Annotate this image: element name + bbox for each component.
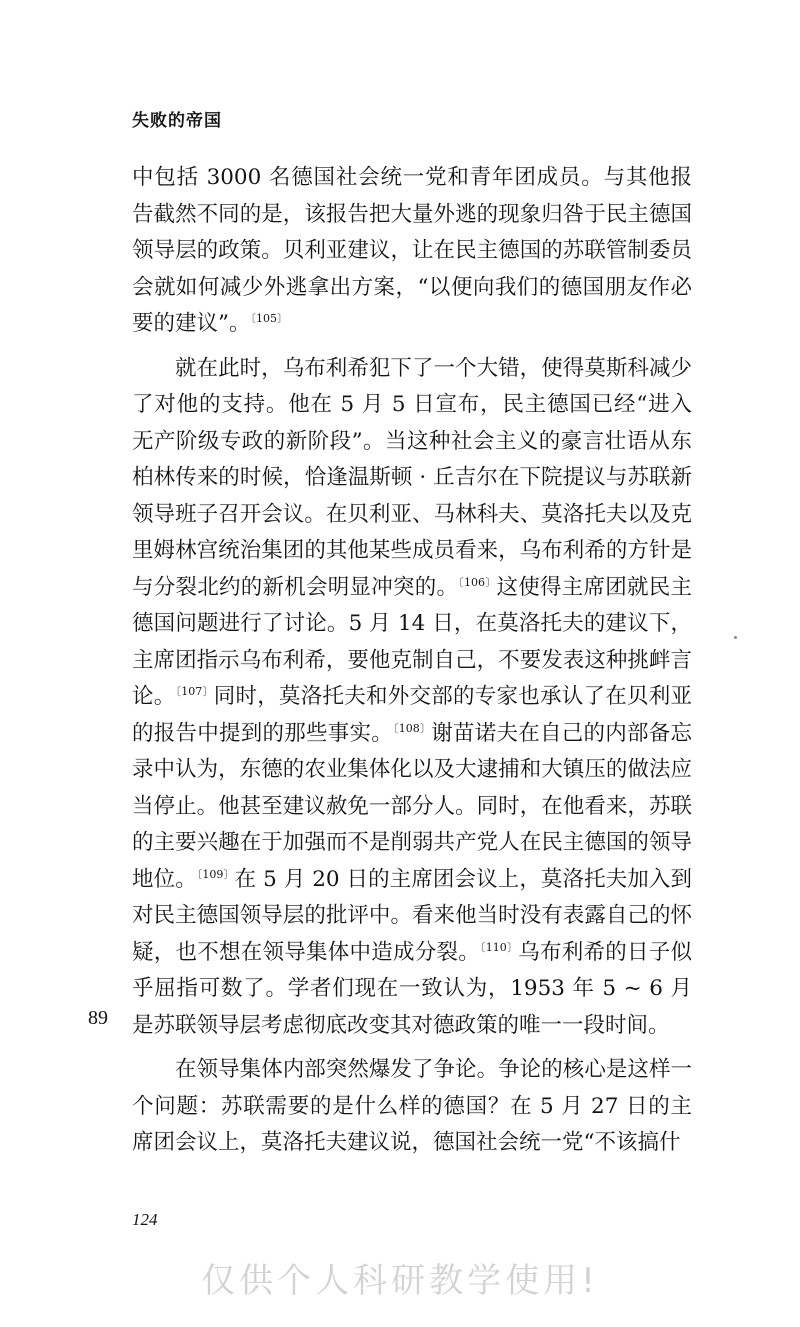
- footnote-ref: 〔107〕: [175, 684, 214, 698]
- footnote-ref: 〔109〕: [196, 867, 235, 881]
- text-run: 同时，莫洛托夫和外交部的专家也承认了在贝利亚的报告中提到的那些事实。: [132, 684, 692, 746]
- running-title: 失败的帝国: [132, 111, 222, 131]
- page-number: 124: [132, 1210, 158, 1229]
- margin-page-number: 89: [88, 1007, 108, 1029]
- scan-speck: [734, 636, 737, 639]
- paragraph-1: [132, 160, 692, 343]
- text-run: 在 5 月 20 日的主席团会议上，莫洛托夫加入到对民主德国领导层的批评中。看来他当时没有表露自己的怀疑，也不想在领导集体中造成分裂。: [132, 866, 692, 965]
- footnote-ref: 〔105〕: [250, 311, 288, 325]
- paragraph-2: [132, 351, 692, 1045]
- body-text: [132, 160, 692, 1170]
- footnote-ref: 〔106〕: [458, 575, 497, 589]
- text-run: 乌布利希的日子似乎屈指可数了。学者们现在一致认为，1953 年 5 ~ 6 月是苏联领导层考虑彻底改变其对德政策的唯一一段时间。: [132, 939, 692, 1038]
- text-run: 这使得主席团就民主德国问题进行了讨论。5 月 14 日，在莫洛托夫的建议下，主席团指示乌布利希，要他克制自己，不要发表这种挑衅言论。: [132, 574, 692, 709]
- footnote-ref: 〔108〕: [393, 721, 432, 735]
- paragraph-3: [132, 1052, 692, 1162]
- text-run: 就在此时，乌布利希犯下了一个大错，使得莫斯科减少了对他的支持。他在 5 月 5 日宣布，民主德国已经“进入无产阶级专政的新阶段”。当这种社会主义的豪言壮语从东柏林传来的时候，恰逢温斯顿 · 丘吉尔在下院提议与苏联新领导班子召开会议。在贝利亚、马林科夫、莫洛托夫以及克里姆林宫统治集团的其他某些成员看来，乌布利希的方针是与分裂北约的新机会明显冲突的。: [132, 355, 692, 600]
- text-run: 在领导集体内部突然爆发了争论。争论的核心是这样一个问题：苏联需要的是什么样的德国？在 5 月 27 日的主席团会议上，莫洛托夫建议说，德国社会统一党“不该搞什: [132, 1057, 692, 1155]
- watermark: 仅供个人科研教学使用!: [201, 1261, 599, 1301]
- text-run: 中包括 3000 名德国社会统一党和青年团成员。与其他报告截然不同的是，该报告把大量外逃的现象归咎于民主德国领导层的政策。贝利亚建议，让在民主德国的苏联管制委员会就如何减少外逃拿出方案，“以便向我们的德国朋友作必要的建议”。: [132, 165, 692, 336]
- footnote-ref: 〔110〕: [479, 940, 519, 954]
- text-run: 谢苗诺夫在自己的内部备忘录中认为，东德的农业集体化以及大逮捕和大镇压的做法应当停止。他甚至建议赦免一部分人。同时，在他看来，苏联的主要兴趣在于加强而不是削弱共产党人在民主德国的领导地位。: [132, 720, 692, 892]
